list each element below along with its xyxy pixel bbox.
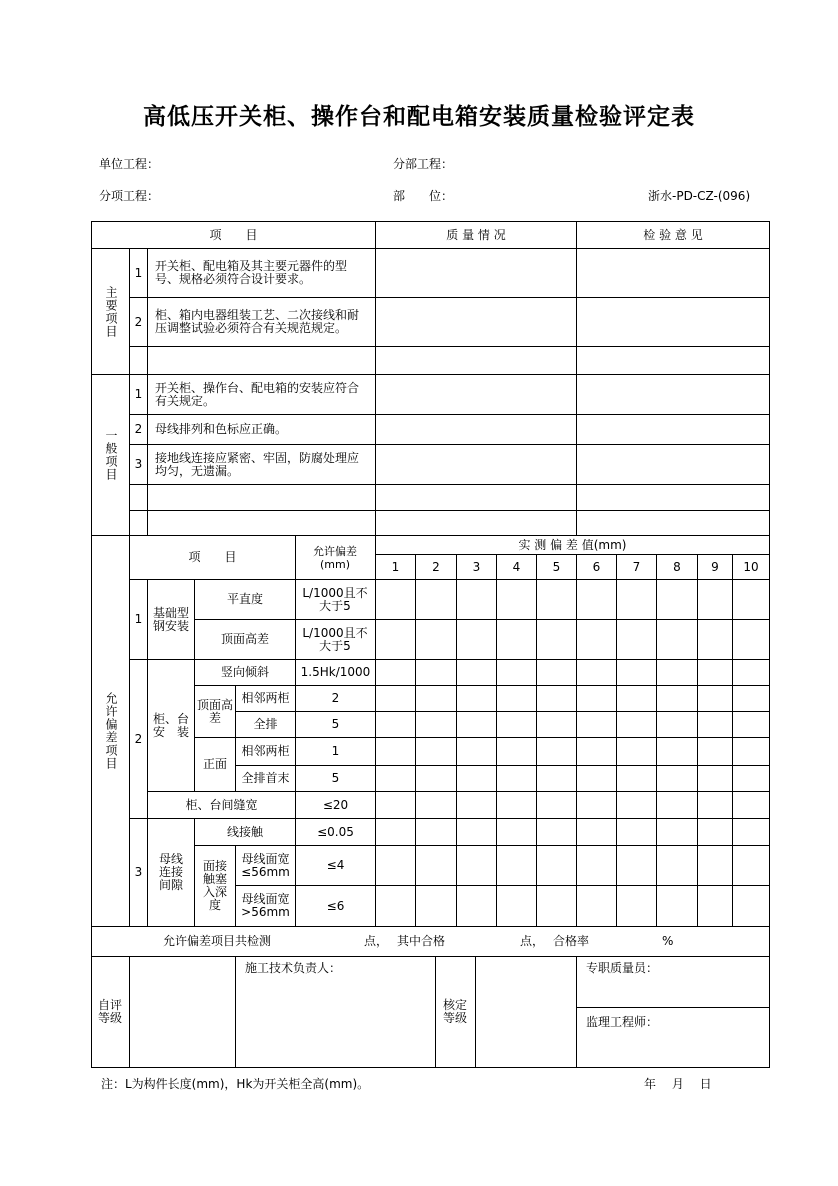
item-column-header: 项 目 [209, 227, 258, 242]
general-item-text: 开关柜、操作台、配电箱的安装应符合有关规定。 [155, 380, 360, 408]
tolerance-group-name: 柜、台安 装 [152, 711, 189, 739]
measure-col-number: 7 [632, 559, 641, 574]
tolerance-items-label: 允许偏差项目 [104, 692, 118, 770]
measure-col-number: 1 [391, 559, 400, 574]
summary-total-label: 允许偏差项目共检测 [163, 934, 272, 948]
footnote: 注：L为构件长度(mm)，Hk为开关柜全高(mm)。 [101, 1077, 370, 1091]
measure-col-number: 8 [673, 559, 681, 574]
main-item-text: 柜、箱内电器组装工艺、二次接线和耐压调整试验必须符合有关规范规定。 [155, 308, 360, 335]
tolerance-row-name: 柜、台间缝宽 [185, 797, 258, 812]
tolerance-subgroup-name: 顶面高差 [197, 697, 234, 725]
tolerance-row-name: 母线面宽≤56mm [241, 851, 290, 879]
tolerance-row-name: 全排 [253, 717, 278, 731]
check-level-label: 核定等级 [442, 998, 467, 1025]
measured-deviation-header: 实 测 偏 差 值(mm) [518, 537, 627, 552]
main-item-text: 开关柜、配电箱及其主要元器件的型号、规格必须符合设计要求。 [155, 259, 348, 286]
self-evaluation-label: 自评等级 [97, 998, 122, 1025]
tolerance-row-name: 全排首末 [241, 771, 290, 785]
inspection-column-header: 检 验 意 见 [643, 227, 703, 242]
tolerance-row-name: 相邻两柜 [241, 691, 290, 705]
summary-percent-label: % [662, 934, 674, 948]
general-item-no: 2 [134, 422, 143, 436]
measure-col-number: 3 [472, 559, 481, 574]
summary-points-label: 点， [364, 934, 389, 948]
tolerance-row-name: 母线面宽>56mm [241, 892, 290, 919]
measure-col-number: 6 [592, 559, 601, 574]
tolerance-item-header: 项 目 [188, 550, 237, 564]
tolerance-row-name: 顶面高差 [220, 632, 269, 646]
main-items-label: 主要项目 [104, 285, 118, 338]
general-item-no: 3 [134, 457, 143, 471]
tolerance-row-value: L/1000且不大于5 [302, 625, 368, 653]
measure-col-number: 10 [743, 559, 759, 574]
tolerance-row-name: 相邻两柜 [241, 744, 290, 758]
summary-rate-label: 合格率 [553, 934, 590, 948]
quality-officer-label: 专职质量员： [586, 960, 659, 975]
main-item-no: 2 [134, 314, 143, 329]
tolerance-row-value: ≤0.05 [317, 824, 354, 839]
summary-points-label: 点， [520, 934, 545, 948]
measure-col-number: 4 [512, 559, 521, 574]
tolerance-row-value: 2 [331, 691, 340, 705]
tolerance-row-value: ≤6 [326, 898, 345, 913]
tolerance-row-value: ≤4 [326, 858, 345, 872]
tolerance-group-name: 母线连接间隙 [158, 852, 183, 892]
general-item-text: 母线排列和色标应正确。 [155, 422, 288, 436]
main-item-no: 1 [134, 265, 143, 280]
summary-passed-label: 其中合格 [397, 934, 446, 948]
tolerance-row-value: 5 [331, 717, 340, 731]
measure-col-number: 2 [432, 559, 440, 574]
tolerance-subgroup-name: 面接触塞入深度 [202, 859, 227, 912]
supervisor-label: 监理工程师： [586, 1014, 659, 1029]
tolerance-row-value: 1 [331, 744, 340, 758]
tolerance-group-name: 基础型钢安装 [152, 605, 189, 633]
division-project-label: 分部工程： [393, 157, 454, 171]
construction-lead-label: 施工技术负责人： [245, 960, 342, 975]
tolerance-group-no: 3 [134, 865, 143, 879]
tolerance-row-name: 竖向倾斜 [220, 665, 269, 679]
page-title: 高低压开关柜、操作台和配电箱安装质量检验评定表 [143, 104, 695, 130]
tolerance-group-no: 2 [134, 731, 143, 746]
tolerance-subgroup-name: 正面 [202, 757, 227, 771]
form-code: 浙水-PD-CZ-(096) [648, 189, 751, 203]
quality-column-header: 质 量 情 况 [446, 227, 506, 242]
date-label: 年 月 日 [644, 1077, 712, 1091]
general-items-label: 一般项目 [104, 429, 118, 481]
tolerance-row-name: 线接触 [226, 824, 263, 839]
general-item-text: 接地线连接应紧密、牢固，防腐处理应均匀，无遗漏。 [155, 450, 360, 478]
tolerance-row-value: 1.5Hk/1000 [300, 665, 371, 679]
tolerance-row-value: L/1000且不大于5 [302, 585, 368, 613]
general-item-no: 1 [134, 387, 143, 401]
measure-col-number: 9 [711, 559, 719, 574]
tolerance-row-value: 5 [331, 771, 340, 785]
measure-col-number: 5 [552, 559, 561, 574]
unit-project-label: 单位工程： [99, 157, 160, 171]
tolerance-group-no: 1 [134, 612, 143, 626]
location-label: 部 位： [393, 189, 454, 203]
subitem-project-label: 分项工程： [99, 189, 160, 203]
allowed-deviation-header: 允许偏差(mm) [313, 544, 357, 571]
tolerance-row-name: 平直度 [226, 592, 263, 606]
tolerance-row-value: ≤20 [322, 797, 349, 812]
